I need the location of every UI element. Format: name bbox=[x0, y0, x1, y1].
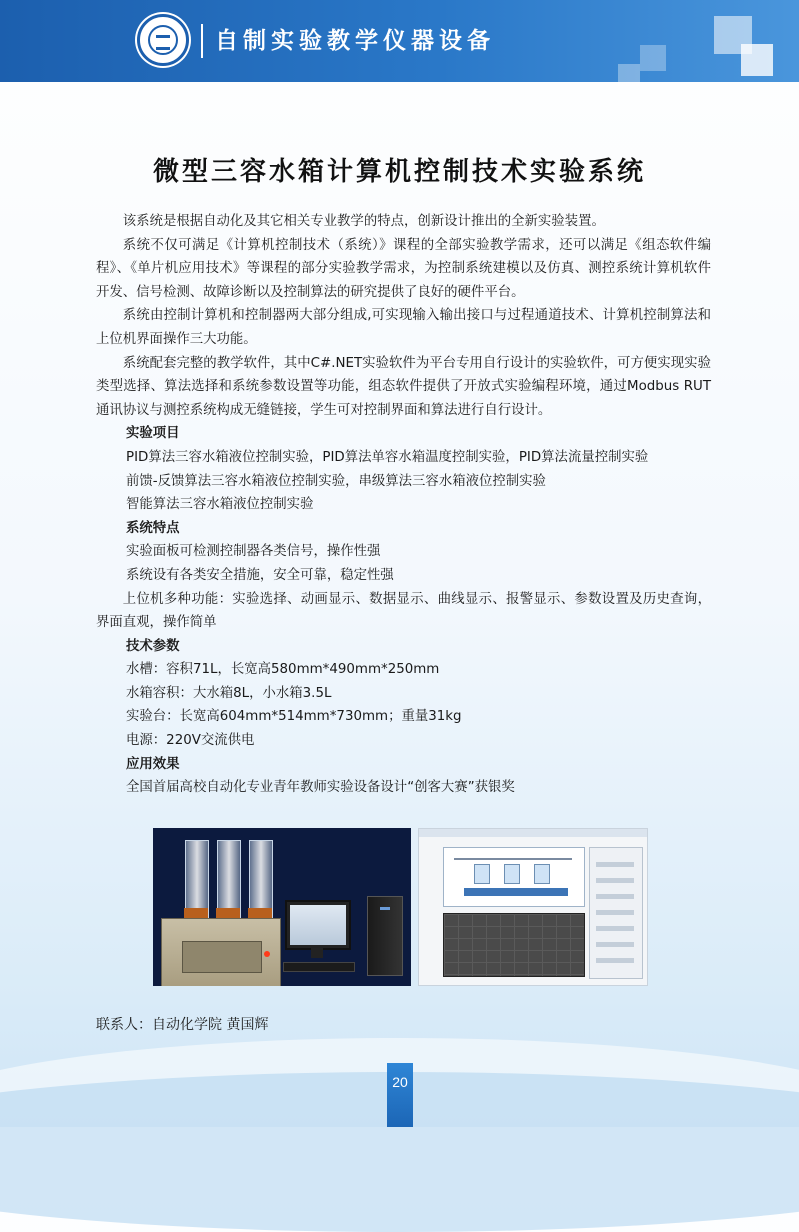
equipment-photo bbox=[153, 828, 411, 986]
section-line: PID算法三容水箱液位控制实验，PID算法单容水箱温度控制实验，PID算法流量控制实验 bbox=[126, 449, 649, 465]
section-line: 上位机多种功能：实验选择、动画显示、数据显示、曲线显示、报警显示、参数设置及历史查询，界面直观，操作简单 bbox=[96, 591, 711, 631]
parameter-panel bbox=[589, 847, 643, 979]
intro-paragraph: 系统由控制计算机和控制器两大部分组成,可实现输入输出接口与过程通道技术、计算机控制算法和上位机界面操作三大功能。 bbox=[96, 308, 711, 347]
section-line: 智能算法三容水箱液位控制实验 bbox=[126, 497, 314, 513]
contact-line: 联系人：自动化学院 黄国辉 bbox=[96, 1017, 269, 1033]
intro-paragraph: 系统配套完整的教学软件，其中C#.NET实验软件为平台专用自行设计的实验软件，可方便实现实验类型选择、算法选择和系统参数设置等功能，组态软件提供了开放式实验编程环境，通过Modbus RUT通讯协议与测控系统构成无缝链接，学生可对控制界面和算法进行自行设计。 bbox=[96, 355, 711, 418]
section-line: 实验台：长宽高604mm*514mm*730mm；重量31kg bbox=[126, 709, 462, 725]
indicator-light bbox=[264, 951, 270, 957]
control-cabinet bbox=[161, 918, 281, 986]
page-number: 20 bbox=[392, 1074, 408, 1090]
curve-panel bbox=[443, 913, 585, 977]
section-line: 电源：220V交流供电 bbox=[126, 733, 255, 749]
section-line: 系统设有各类安全措施，安全可靠，稳定性强 bbox=[126, 567, 394, 583]
article-body bbox=[96, 210, 711, 800]
section-line: 水箱容积：大水箱8L，小水箱3.5L bbox=[126, 685, 332, 701]
decorative-square bbox=[640, 45, 666, 71]
header-title: 自制实验教学仪器设备 bbox=[215, 28, 495, 54]
section-line: 水槽：容积71L，长宽高580mm*490mm*250mm bbox=[126, 662, 440, 678]
section-line: 前馈-反馈算法三容水箱液位控制实验，串级算法三容水箱液位控制实验 bbox=[126, 473, 546, 489]
header-band bbox=[0, 0, 799, 82]
section-title-specs: 技术参数 bbox=[126, 638, 180, 654]
keyboard bbox=[283, 962, 355, 972]
decorative-square bbox=[741, 44, 773, 76]
intro-paragraph: 系统不仅可满足《计算机控制技术（系统）》课程的全部实验教学需求，还可以满足《组态软件编程》、《单片机应用技术》等课程的部分实验教学需求，为控制系统建模以及仿真、测控系统计算机软件开发、信号检测、故障诊断以及控制算法的研究提供了良好的硬件平台。 bbox=[96, 237, 711, 300]
header-divider bbox=[201, 24, 203, 58]
page-title: 微型三容水箱计算机控制技术实验系统 bbox=[152, 157, 646, 187]
section-line: 实验面板可检测控制器各类信号，操作性强 bbox=[126, 544, 381, 560]
software-screenshot bbox=[418, 828, 648, 986]
section-line: 全国首届高校自动化专业青年教师实验设备设计“创客大赛”获银奖 bbox=[126, 780, 515, 796]
intro-paragraph: 该系统是根据自动化及其它相关专业教学的特点，创新设计推出的全新实验装置。 bbox=[122, 214, 605, 229]
section-title-features: 系统特点 bbox=[126, 520, 180, 536]
computer-tower bbox=[367, 896, 403, 976]
decorative-square bbox=[618, 64, 640, 86]
section-title-experiments: 实验项目 bbox=[126, 426, 180, 442]
monitor bbox=[285, 900, 351, 950]
section-title-results: 应用效果 bbox=[126, 756, 180, 772]
animation-panel bbox=[443, 847, 585, 907]
university-logo bbox=[137, 14, 189, 66]
